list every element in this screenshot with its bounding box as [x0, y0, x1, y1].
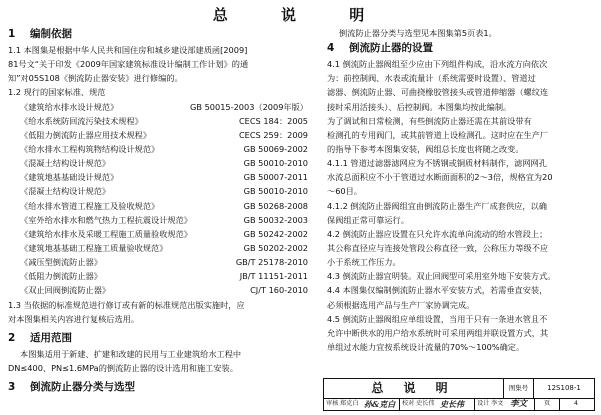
section-1-heading — [8, 26, 310, 43]
checker-signature: 史长伟 — [440, 399, 464, 409]
standard-name: 《建筑地基基础工程施工质量验收规范》 — [20, 242, 168, 253]
section-4-heading — [327, 40, 595, 57]
standard-row — [8, 142, 310, 156]
atlas-number-label: 图集号 — [504, 379, 534, 398]
paragraph-line: 4.1.1 管道过滤器滤网应为不锈钢或铜质材料制作，滤网网孔 — [327, 158, 547, 169]
standard-name: 《给水排水工程构筑物结构设计规范》 — [20, 143, 160, 154]
standard-code: CECS 259：2009 — [238, 129, 308, 140]
standard-code: CJ/T 160-2010 — [250, 285, 308, 296]
standard-row — [8, 184, 310, 198]
designer-signature: 李文 — [510, 399, 528, 409]
paragraph-line: 允许中断供水的用户给水系统时可采用两组并联设置方式，其 — [327, 327, 549, 338]
standard-name: 《给水系统防回流污染技术规程》 — [20, 115, 143, 126]
section-number: 4 — [327, 42, 335, 55]
standard-row — [8, 156, 310, 170]
standard-name: 《建筑地基基础设计规范》 — [20, 172, 119, 183]
standard-code: GB 50242-2002 — [243, 228, 308, 239]
checker-name: 史长伟 — [416, 400, 435, 407]
standard-row — [8, 241, 310, 255]
check-label: 校对 — [402, 400, 415, 407]
page-title: 总 说 明 — [212, 6, 389, 24]
paragraph-line: 其公称直径应与连接处管段公称直径一致，公称压力等级不应 — [327, 242, 549, 253]
standard-row — [8, 128, 310, 142]
paragraph-line: 对本图集相关内容进行复核后选用。 — [8, 313, 140, 324]
standard-name: 《双止回阀倒流防止器》 — [20, 285, 111, 296]
page-label: 页 — [544, 400, 551, 407]
paragraph-line: 保阀组正常可靠运行。 — [327, 214, 409, 225]
standard-code: GB 50069-2002 — [243, 143, 308, 154]
standard-name: 《混凝土结构设计规范》 — [20, 186, 111, 197]
design-label: 设计 — [477, 400, 490, 407]
section-title: 倒流防止器分类与选型 — [30, 381, 135, 394]
standard-name: 《给水排水管道工程施工及验收规范》 — [20, 200, 160, 211]
paragraph-line: 单组过水能力宜按系统设计流量的70%～100%确定。 — [327, 341, 525, 352]
paragraph-line: 必须根据选用产品与生产厂家协调完成。 — [327, 299, 475, 310]
standard-code: GB 50268-2008 — [243, 200, 308, 211]
standard-row — [8, 255, 310, 269]
standard-code: JB/T 11151-2011 — [239, 271, 308, 282]
section-4-body — [327, 57, 595, 354]
paragraph-line: 水流总面积应不小于管道过水断面面积的2～3倍，规格宜为20 — [327, 172, 553, 183]
standard-row — [8, 227, 310, 241]
designer-name: 李文 — [491, 400, 504, 407]
standard-row — [8, 199, 310, 213]
paragraph-line: 检测孔的专用阀门，或其前管道上设检测孔。这时应在生产厂 — [327, 129, 549, 140]
section-number: 1 — [8, 28, 16, 40]
section-number: 3 — [8, 381, 16, 394]
standard-code: GB 50010-2010 — [243, 158, 308, 169]
standard-row — [8, 213, 310, 227]
paragraph-line: 1.2 现行的国家标准、规范 — [8, 87, 106, 98]
paragraph-line: ～60目。 — [327, 186, 362, 197]
standard-code: GB 50007-2011 — [243, 172, 308, 183]
standard-name: 《低阻力倒流防止器应用技术规程》 — [20, 129, 152, 140]
section-title: 适用范围 — [30, 331, 72, 344]
paragraph-line: 的指导下参考本图集安装，阀组总长度也将随之改变。 — [327, 143, 524, 154]
title-block-title: 总 说 明 — [324, 379, 504, 398]
right-column — [327, 26, 595, 354]
paragraph-line: 81号文“关于印发《2009年国家建筑标准设计编制工作计划》的通 — [8, 59, 249, 70]
paragraph-line: DN≤400、PN≤1.6MPa的倒流防止器的设计选用和施工安装。 — [8, 362, 238, 373]
standard-name: 《建筑给水排水设计规范》 — [20, 101, 119, 112]
section-title: 倒流防止器的设置 — [349, 42, 433, 55]
paragraph-line: 倒流防止器分类与选型见本图集第5页表1。 — [339, 28, 497, 38]
standard-name: 《混凝土结构设计规范》 — [20, 158, 111, 169]
section-3-heading — [8, 379, 310, 396]
paragraph-line: 4.4 本图集仅编制倒流防止器水平安装方式，若需垂直安装， — [327, 285, 548, 296]
standard-code: GB/T 25178-2010 — [235, 257, 308, 268]
left-column — [8, 26, 310, 396]
paragraph-line: 4.5 倒流防止器阀组应单组设置，当用于只有一条进水管且不 — [327, 313, 548, 324]
paragraph-line: 4.3 倒流防止器宜明装。双止回阀型可采用室外地下安装方式。 — [327, 271, 556, 282]
standards-list — [8, 100, 310, 298]
standard-name: 《减压型倒流防止器》 — [20, 257, 102, 268]
section-title: 编制依据 — [30, 28, 72, 40]
standard-code: CECS 184：2005 — [238, 115, 308, 126]
paragraph-line: 滤器、倒流防止器、可曲挠橡胶管接头或管道伸缩器（螺纹连 — [327, 87, 549, 98]
paragraph-line: 1.1 本图集是根据中华人民共和国住房和城乡建设部建质函[2009] — [8, 45, 248, 55]
paragraph-line: 4.2 倒流防止器应设置在只允许水流单向流动的给水管段上； — [327, 228, 548, 239]
atlas-number: 12S108-1 — [547, 384, 581, 392]
paragraph-line: 为了调试和日常检测，有些倒流防止器还需在其前设带有 — [327, 115, 532, 126]
section-2-heading — [8, 330, 310, 347]
standard-row — [8, 114, 310, 128]
standard-row — [8, 100, 310, 114]
standard-code: GB 50032-2003 — [243, 214, 308, 225]
standard-code: GB 50010-2010 — [243, 186, 308, 197]
paragraph-line: 知”对05S108《倒流防止器安装》进行修编的。 — [8, 73, 183, 84]
paragraph-line: 为：前控制阀、水表或流量计（系统需要时设置）、管道过 — [327, 73, 536, 84]
paragraph-line: 1.3 当依据的标准规范进行修订或有新的标准规范出版实施时，应 — [8, 299, 245, 310]
standard-name: 《建筑给水排水及采暖工程施工质量验收规范》 — [20, 228, 192, 239]
reviewer-name: 郑克白 — [340, 400, 359, 407]
standard-name: 《低阻力倒流防止器》 — [20, 271, 102, 282]
standard-code: GB 50202-2002 — [243, 242, 308, 253]
paragraph-line: 4.1.2 倒流防止器阀组宜由倒流防止器生产厂成套供应，以确 — [327, 200, 547, 211]
standard-row — [8, 269, 310, 283]
paragraph-line: 接时采用活接头）、后控制阀。本图集均按此编制。 — [327, 101, 512, 112]
standard-row — [8, 283, 310, 297]
section-number: 2 — [8, 331, 16, 344]
signature-row — [324, 398, 594, 410]
standard-row — [8, 170, 310, 184]
paragraph-line: 本图集适用于新建、扩建和改建的民用与工业建筑给水工程中 — [20, 348, 242, 359]
title-block — [323, 378, 595, 411]
review-label: 审核 — [326, 400, 339, 407]
reviewer-signature: 孙&克白 — [364, 399, 396, 409]
standard-name: 《室外给水排水和燃气热力工程抗震设计规范》 — [20, 214, 192, 225]
paragraph-line: 小于系统工作压力。 — [327, 257, 401, 268]
paragraph-line: 4.1 倒流防止器阀组至少应由下列组件构成，沿水流方向依次 — [327, 59, 548, 70]
page-number: 4 — [574, 400, 578, 407]
standard-code: GB 50015-2003（2009年版） — [190, 101, 308, 112]
